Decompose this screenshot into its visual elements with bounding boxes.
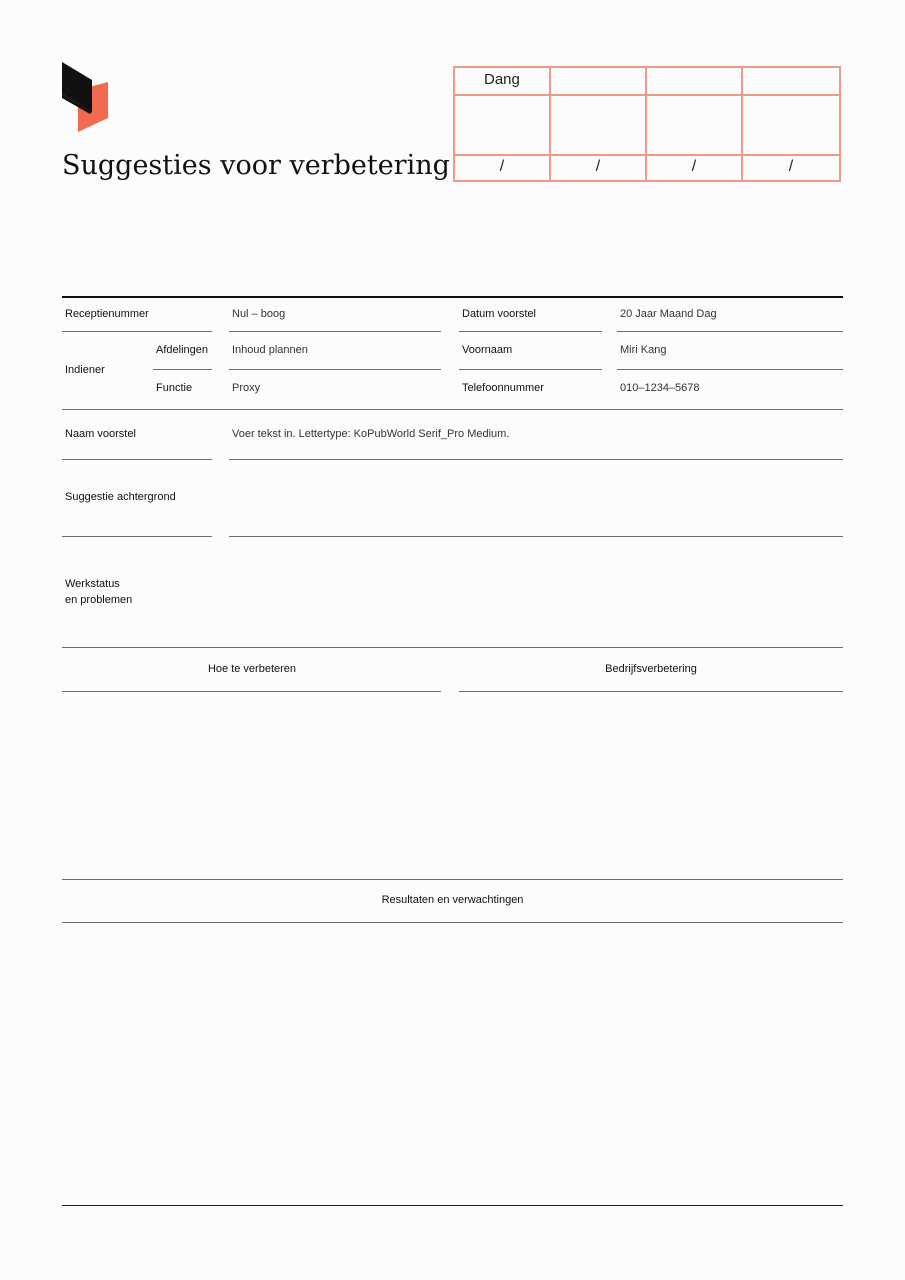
row-divider xyxy=(62,536,212,537)
row-divider xyxy=(62,691,441,692)
row-divider xyxy=(459,369,602,370)
background-label: Suggestie achtergrond xyxy=(65,491,176,503)
phone-value[interactable]: 010–1234–5678 xyxy=(620,382,700,394)
approval-signature-cell[interactable] xyxy=(743,96,839,156)
row-divider xyxy=(229,459,843,460)
page-title: Suggesties voor verbetering xyxy=(62,150,450,181)
row-divider xyxy=(229,536,843,537)
status-label-line1: Werkstatus xyxy=(65,578,120,590)
reception-number-value[interactable]: Nul – boog xyxy=(232,308,286,320)
form-top-rule xyxy=(62,296,843,298)
row-divider xyxy=(617,369,843,370)
row-divider xyxy=(62,879,843,880)
company-logo xyxy=(60,62,110,134)
proposal-name-label: Naam voorstel xyxy=(65,428,136,440)
row-divider xyxy=(617,331,843,332)
company-improvement-field[interactable] xyxy=(459,700,843,870)
status-field[interactable] xyxy=(229,548,843,640)
form-bottom-rule xyxy=(62,1205,843,1206)
row-divider xyxy=(459,331,602,332)
how-to-improve-field[interactable] xyxy=(62,700,441,870)
department-label: Afdelingen xyxy=(156,344,208,356)
approval-header-cell: Dang xyxy=(455,68,551,96)
background-field[interactable] xyxy=(229,470,843,530)
row-divider xyxy=(229,331,441,332)
approval-date-cell[interactable]: / xyxy=(455,156,551,180)
row-divider xyxy=(62,459,212,460)
results-label: Resultaten en verwachtingen xyxy=(381,894,524,906)
date-value[interactable]: 20 Jaar Maand Dag xyxy=(620,308,717,320)
approval-header-cell xyxy=(647,68,743,96)
submitter-label: Indiener xyxy=(65,364,105,376)
approval-signature-cell[interactable] xyxy=(455,96,551,156)
first-name-label: Voornaam xyxy=(462,344,513,356)
row-divider xyxy=(62,409,843,410)
row-divider xyxy=(62,331,212,332)
row-divider xyxy=(153,369,212,370)
function-value[interactable]: Proxy xyxy=(232,382,261,394)
approval-signature-cell[interactable] xyxy=(551,96,647,156)
company-improvement-label: Bedrijfsverbetering xyxy=(605,663,697,675)
approval-signature-cell[interactable] xyxy=(647,96,743,156)
approval-box xyxy=(453,66,841,182)
row-divider xyxy=(229,369,441,370)
proposal-name-value[interactable]: Voer tekst in. Lettertype: KoPubWorld Serif_Pro Medium. xyxy=(232,428,510,440)
approval-header-cell xyxy=(551,68,647,96)
approval-header-cell xyxy=(743,68,839,96)
how-to-improve-label: Hoe te verbeteren xyxy=(207,663,297,675)
function-label: Functie xyxy=(156,382,193,394)
approval-date-cell[interactable]: / xyxy=(551,156,647,180)
approval-date-cell[interactable]: / xyxy=(788,158,794,175)
row-divider xyxy=(459,691,843,692)
status-label-line2: en problemen xyxy=(65,594,133,606)
approval-date-cell[interactable]: / xyxy=(647,156,743,180)
row-divider xyxy=(62,922,843,923)
date-label: Datum voorstel xyxy=(462,308,536,320)
results-field[interactable] xyxy=(62,932,843,1196)
row-divider xyxy=(62,647,843,648)
phone-label: Telefoonnummer xyxy=(462,382,544,394)
first-name-value[interactable]: Miri Kang xyxy=(620,344,667,356)
department-value[interactable]: Inhoud plannen xyxy=(232,344,308,356)
reception-number-label: Receptienummer xyxy=(65,308,149,320)
